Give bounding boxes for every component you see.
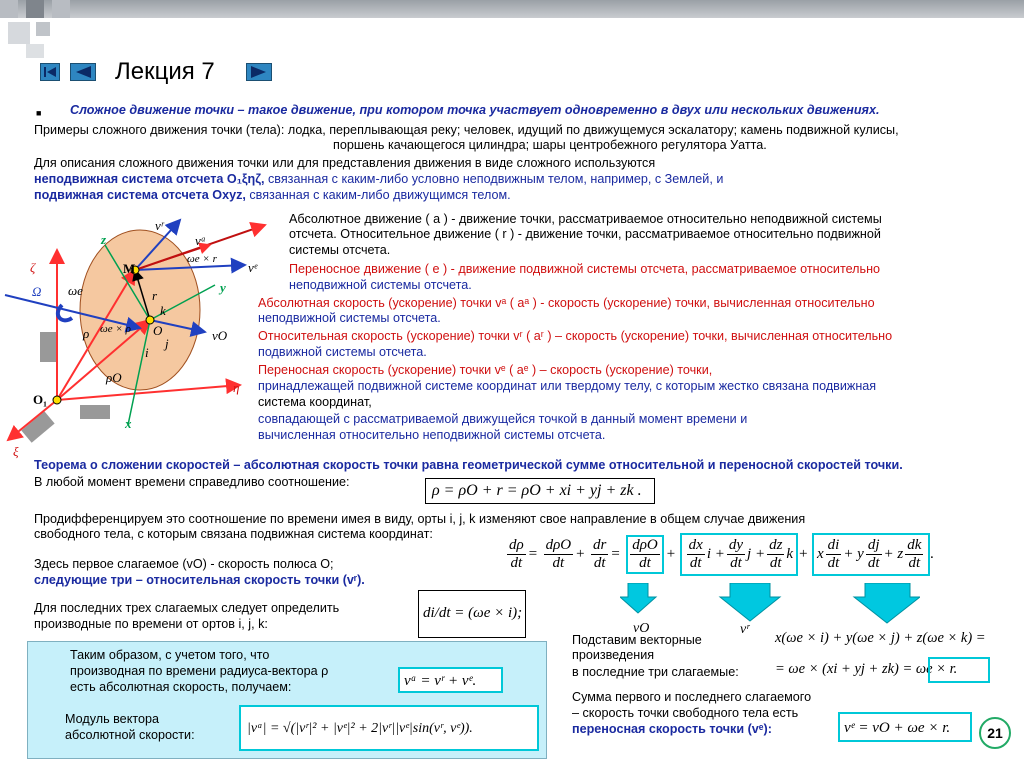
def-transport-speed-5: вычисленная относительно неподвижной системы отсчета. (258, 428, 606, 442)
point-o1 (53, 396, 61, 404)
diagram-label: ξ (13, 444, 19, 459)
skip-back-icon (41, 64, 59, 80)
moving-frame-term: подвижная система отсчета Oxyz, (34, 188, 246, 202)
page-title: Лекция 7 (115, 58, 215, 85)
previous-slide-button[interactable] (70, 63, 96, 81)
diagram-label: vᵉ (248, 260, 258, 275)
sum-line-2: – скорость точки свободного тела есть (572, 706, 799, 720)
bullet: ■ (36, 108, 42, 118)
corner-square (36, 22, 50, 36)
diagram-label: O₁ (33, 392, 48, 407)
def-absolute-motion-2: отсчета. Относительное движение ( r ) - движение точки, рассматриваемое относительно подвижной (289, 227, 881, 241)
next-slide-button[interactable] (246, 63, 272, 81)
def-transport-speed-3: система координат, (258, 395, 372, 409)
examples-line-2: поршень качающегося цилиндра; шары центробежного регулятора Уатта. (333, 138, 767, 152)
substitute-line-3: в последние три слагаемые: (572, 665, 739, 679)
formula-rho: ρ = ρO + r = ρO + xi + yj + zk . (425, 478, 655, 504)
fixed-frame-line (34, 172, 723, 187)
here-line-2: следующие три – относительная скорость точки (vʳ). (34, 573, 365, 587)
corner-square (8, 22, 30, 44)
formula-va: vᵃ = vʳ + vᵉ. (398, 667, 503, 693)
diagram-label: M (123, 261, 136, 276)
substitute-formula-1: x(ωe × i) + y(ωe × j) + z(ωe × k) = (775, 630, 986, 646)
diagram-label: η (233, 380, 240, 395)
diagram-label: ρ (83, 326, 90, 341)
theorem-line-2: В любой момент времени справедливо соотношение: (34, 475, 350, 489)
def-transport-speed-2: принадлежащей подвижной системе координат или твердому телу, с которым жестко связана подвижная (258, 379, 877, 393)
relative-terms: $\frac{dx}{dt}$ i + $\frac{dy}{dt}$ j + $\frac{dz}{dt}$ k (680, 533, 798, 576)
formula-ve: vᵉ = vO + ωe × r. (838, 712, 972, 742)
sum-line-3: переносная скорость точки (vᵉ): (572, 722, 772, 736)
panel-line-3: есть абсолютная скорость, получаем: (70, 680, 292, 694)
frac: $\frac{d\rho}{dt}$ (509, 537, 524, 571)
diagram-label: ωe × ρ (100, 323, 131, 335)
label-vo: vO (633, 621, 650, 636)
fixed-frame-term: неподвижная система отсчета O₁ξηζ, (34, 172, 265, 186)
arrow-down-icon (854, 583, 920, 623)
panel-line-2: производная по времени радиуса-вектора ρ (70, 664, 329, 678)
label-vr: vʳ (740, 622, 750, 637)
panel-line-1: Таким образом, с учетом того, что (70, 648, 270, 662)
diagram-label: ζ (30, 260, 36, 275)
down-arrows (620, 583, 920, 628)
diagram-label: O (153, 323, 163, 338)
frac: $\frac{dr}{dt}$ (593, 537, 607, 571)
differentiate-line-1: Продифференцируем это соотношение по времени имея в виду, орты i, j, k изменяют свое направление в общем случае движения (34, 512, 806, 526)
last-three-line-2: производные по времени от ортов i, j, k: (34, 617, 268, 631)
diagram-label: k (160, 303, 166, 318)
diagram-label: ρO (106, 370, 122, 385)
diagram-label: ωe × r (187, 253, 217, 265)
diagram-label: vO (212, 328, 228, 343)
frac: $\frac{\text{dρO}}{dt}$ (545, 537, 572, 571)
motion-diagram (0, 200, 275, 465)
formula-di-dt: di/dt = (ωe × i); (418, 590, 526, 638)
theorem-title: Теорема о сложении скоростей – абсолютная скорость точки равна геометрической сумме относительной и переносной скоростей точки. (34, 458, 903, 472)
diagram-label: vᵃ (195, 233, 206, 248)
highlight-box (928, 657, 990, 683)
diagram-label: x (125, 416, 132, 431)
page-number: 21 (979, 717, 1011, 749)
rotation-arc (58, 305, 72, 320)
fixed-frame-rest: связанная с каким-либо условно неподвижным телом, например, с Землей, и (264, 172, 724, 186)
formula-modulus: |vᵃ| = √(|vʳ|² + |vᵉ|² + 2|vʳ||vᵉ|sin(vʳ, vᵉ)). (239, 705, 539, 751)
def-relative-speed-2: подвижной системы отсчета. (258, 345, 427, 359)
def-transport-motion-2: неподвижной системы отсчета. (289, 278, 472, 292)
arrow-right-icon (247, 64, 271, 80)
definition-complex-motion: Сложное движение точки – такое движение, при котором точка участвует одновременно в двух или нескольких движениях. (70, 103, 880, 117)
corner-square (52, 0, 70, 18)
here-line-1: Здесь первое слагаемое (vO) - скорость полюса O; (34, 557, 334, 571)
sum-line-1: Сумма первого и последнего слагаемого (572, 690, 812, 704)
diagram-label: Ω (32, 284, 42, 299)
def-transport-speed-1: Переносная скорость (ускорение) точки vᵉ ( aᵉ ) – скорость (ускорение) точки, (258, 363, 713, 377)
top-decoration-bar (0, 0, 1024, 18)
moving-frame-rest: связанная с каким-либо движущимся телом. (245, 188, 511, 202)
shadow-block (80, 405, 110, 419)
def-absolute-speed-2: неподвижной системы отсчета. (258, 311, 441, 325)
def-transport-speed-4: совпадающей с рассматриваемой движущейся точкой в данный момент времени и (258, 412, 748, 426)
frac: $\frac{\text{dρO}}{dt}$ (626, 535, 664, 574)
examples-line-1: Примеры сложного движения точки (тела): лодка, переплывающая реку; человек, идущий по движущемуся эскалатору; камень подвижной кулисы, (34, 123, 899, 137)
diagram-label: z (101, 232, 107, 247)
diagram-label: y (220, 280, 226, 295)
def-absolute-motion-1: Абсолютное движение ( a ) - движение точки, рассматриваемое относительно неподвижной системы (289, 212, 882, 226)
diagram-label: r (152, 288, 158, 303)
derivative-formula: $\frac{d\rho}{dt}$ = $\frac{\text{dρO}}{dt}$ + $\frac{dr}{dt}$ = $\frac{\text{dρO}}{dt}$ + $\frac{dx}{dt}$ i + $\frac{dy}{dt}$ j + $\frac{dz}{dt}$ k + x $\frac{di}{dt}$ + y $\frac{dj}{dt}$ + z $\frac{dk}{dt}$ . (505, 533, 934, 576)
panel-modulus-2: абсолютной скорости: (65, 728, 195, 742)
substitute-line-2: произведения (572, 648, 655, 662)
diagram-label: ωe (68, 283, 83, 298)
def-absolute-motion-3: системы отсчета. (289, 243, 391, 257)
diagram-label: vʳ (155, 218, 164, 233)
differentiate-line-2: свободного тела, с которым связана подвижная система координат: (34, 527, 433, 541)
def-relative-speed-1: Относительная скорость (ускорение) точки vʳ ( aʳ ) – скорость (ускорение) точки, вычисленная относительно (258, 329, 893, 343)
diagram-label: j (165, 336, 169, 351)
first-slide-button[interactable] (40, 63, 60, 81)
corner-square (26, 0, 44, 18)
description-line-1: Для описания сложного движения точки или для представления движения в виде сложного используются (34, 156, 656, 170)
substitute-line-1: Подставим векторные (572, 633, 702, 647)
corner-square (26, 44, 44, 58)
substitute-formula-2: = ωe × (xi + yj + zk) = ωe × r. (775, 661, 958, 677)
corner-square (0, 0, 18, 18)
arrow-down-icon (620, 583, 656, 613)
panel-modulus-1: Модуль вектора (65, 712, 159, 726)
diagram-label: i (145, 345, 149, 360)
last-three-line-1: Для последних трех слагаемых следует определить (34, 601, 340, 615)
arrow-left-icon (71, 64, 95, 80)
transport-terms: x $\frac{di}{dt}$ + y $\frac{dj}{dt}$ + z $\frac{dk}{dt}$ (812, 533, 930, 576)
def-transport-motion-1: Переносное движение ( e ) - движение подвижной системы отсчета, рассматриваемое относительно (289, 262, 881, 276)
arrow-down-icon (720, 583, 780, 621)
def-absolute-speed-1: Абсолютная скорость (ускорение) точки vᵃ ( aᵃ ) - скорость (ускорение) точки, вычисленная относительно (258, 296, 875, 310)
shadow-block (40, 332, 56, 362)
